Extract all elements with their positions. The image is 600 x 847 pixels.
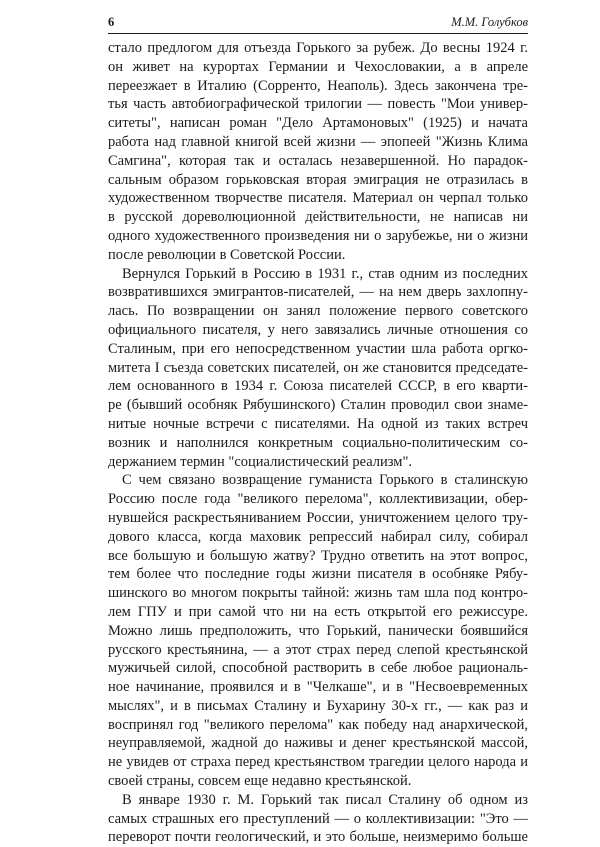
text-line: возник и наполнился конкретным социально-политическим со- [108,434,528,451]
text-line: мужичьей силой, способной растворить в себе любое рациональ- [108,660,528,677]
book-page [108,14,528,847]
text-line: тем более что последние годы жизни писателя в особняке Рябу- [108,566,528,583]
text-line: нитые ночные встречи с писателями. На одной из таких встреч [108,415,528,432]
text-line: одного художественного произведения ни о зарубежье, ни о жизни [108,227,528,244]
text-line: стало предлогом для отъезда Горького за рубеж. До весны 1924 г. [108,40,528,56]
paragraph [108,791,528,847]
paragraph [108,471,528,791]
text-line: в русской дореволюционной действительности, не написав ни [108,209,528,226]
text-line: возвратившихся эмигрантов-писателей, — на нем дверь захлопну- [108,284,528,301]
text-line: лась. По возвращении он занял положение первого советского [108,303,528,320]
text-line: тья часть автобиографической трилогии — повесть "Мои универ- [108,96,528,113]
text-line: он живет на курортах Германии и Чехословакии, а в апреле [108,58,528,75]
text-line: после революции в Советской России. [108,246,346,263]
text-line: ное начинание, проявился и в "Челкаше", и в "Несвоевременных [108,679,528,696]
text-line: Россию после года "великого перелома", коллективизации, обер- [108,491,528,508]
text-line: шинского во многом покрыты тайной: жизнь там шла под контро- [108,585,528,602]
body-text [108,39,528,847]
paragraph [108,265,528,472]
text-line: Самгина", которая так и осталась незавершенной. Но парадок- [108,152,528,169]
text-line: работа над главной книгой всей жизни — эпопеей "Жизнь Клима [108,133,528,150]
text-line: Вернулся Горький в Россию в 1931 г., став одним из последних [122,265,528,282]
text-line: не увидев от страха перед крестьянством трагедии целого народа и [108,754,528,771]
text-line: В январе 1930 г. М. Горький так писал Сталину об одном из [122,791,528,808]
running-header [108,14,528,34]
paragraph [108,39,528,265]
text-line: дового класса, когда маховик репрессий набирал силу, собирал [108,528,528,545]
text-line: нувшейся раскрестьяниванием России, уничтожением целого тру- [108,509,528,526]
text-line: переворот почти геологический, и это больше, неизмеримо больше [108,829,528,846]
text-line: митета I съезда советских писателей, он же становится председате- [108,359,528,376]
text-line: ре (бывший особняк Рябушинского) Сталин проводил свои знаме- [108,397,528,414]
text-line: переезжает в Италию (Сорренто, Неаполь). Здесь закончена тре- [108,77,528,94]
text-line: своей страны, совсем еще недавно крестьянской. [108,773,412,790]
text-line: мыслях", и в письмах Сталину и Бухарину 30-х гг., — как раз и [108,697,528,714]
text-line: неуправляемой, жадной до наживы и денег крестьянской массой, [108,735,528,752]
running-header-author: М.М. Голубков [451,15,528,29]
text-line: воспринял год "великого перелома" как победу над анархической, [108,716,528,733]
text-line: Сталиным, при его непосредственном участии шла работа оргко- [108,340,528,357]
text-line: все большую и большую жатву? Трудно ответить на этот вопрос, [108,547,528,564]
text-line: самых страшных его преступлений — о коллективизации: "Это — [108,810,528,827]
text-line: С чем связано возвращение гуманиста Горького в сталинскую [122,472,528,489]
text-line: ситеты", написан роман "Дело Артамоновых" (1925) и начата [108,115,528,132]
text-line: лем основанного в 1934 г. Союза писателей СССР, в его кварти- [108,378,528,395]
text-line: русского крестьянина, — а этот страх перед слепой крестьянской [108,641,528,658]
text-line: художественном творчестве писателя. Материал он черпал только [108,190,528,207]
text-line: сальным образом горьковская вторая эмиграция не отразилась в [108,171,528,188]
text-line: официального писателя, у него завязались личные отношения со [108,321,528,338]
page-number: 6 [108,15,115,29]
text-line: держанием термин "социалистический реализм". [108,453,412,470]
text-line: Можно лишь предположить, что Горький, панически боявшийся [108,622,528,639]
text-line: лем ГПУ и при самой что ни на есть открытой его режиссуре. [108,603,528,620]
